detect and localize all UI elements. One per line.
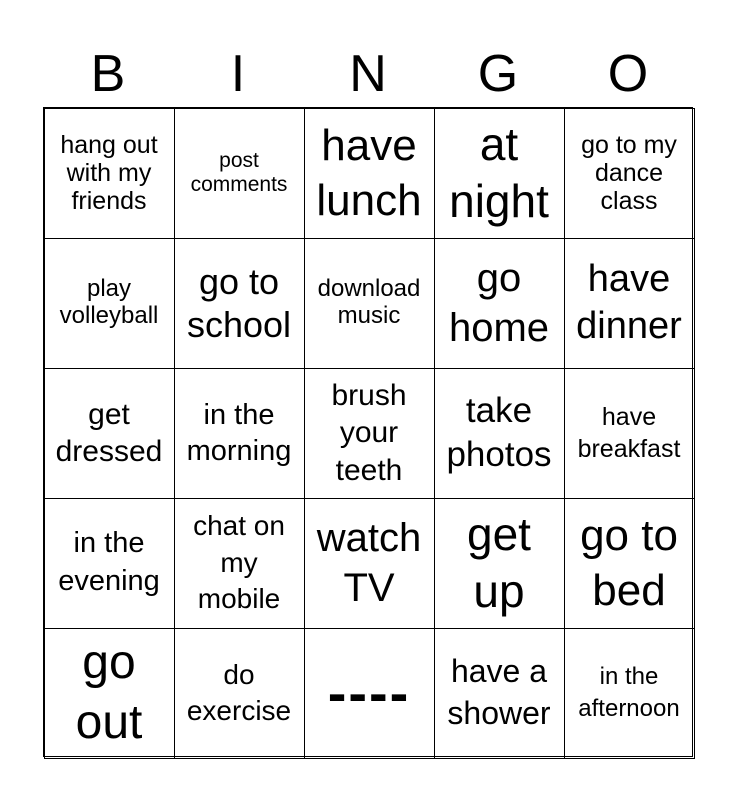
bingo-cell[interactable]: get up: [434, 498, 565, 629]
bingo-cell[interactable]: go to school: [174, 238, 305, 369]
bingo-cell[interactable]: take photos: [434, 368, 565, 499]
bingo-cell[interactable]: hang out with my friends: [44, 108, 175, 239]
bingo-cell[interactable]: go to bed: [564, 498, 695, 629]
header-letter-n: N: [349, 45, 387, 103]
bingo-board: [43, 107, 693, 757]
bingo-cell[interactable]: do exercise: [174, 628, 305, 759]
bingo-cell[interactable]: in the morning: [174, 368, 305, 499]
bingo-cell[interactable]: go out: [44, 628, 175, 759]
bingo-cell[interactable]: watch TV: [304, 498, 435, 629]
bingo-cell[interactable]: go to my dance class: [564, 108, 695, 239]
bingo-cell[interactable]: post comments: [174, 108, 305, 239]
header-letter-o: O: [607, 45, 649, 103]
bingo-cell[interactable]: brush your teeth: [304, 368, 435, 499]
bingo-cell[interactable]: go home: [434, 238, 565, 369]
bingo-cell[interactable]: in the evening: [44, 498, 175, 629]
bingo-cell[interactable]: play volleyball: [44, 238, 175, 369]
bingo-cell[interactable]: at night: [434, 108, 565, 239]
free-space[interactable]: ----: [304, 628, 435, 759]
header-letter-b: B: [90, 45, 126, 103]
bingo-cell[interactable]: have breakfast: [564, 368, 695, 499]
header-letter-i: I: [230, 45, 246, 103]
bingo-cell[interactable]: in the afternoon: [564, 628, 695, 759]
bingo-header: [43, 40, 693, 108]
bingo-cell[interactable]: have a shower: [434, 628, 565, 759]
bingo-cell[interactable]: chat on my mobile: [174, 498, 305, 629]
bingo-cell[interactable]: get dressed: [44, 368, 175, 499]
bingo-cell[interactable]: download music: [304, 238, 435, 369]
header-letter-g: G: [477, 45, 519, 103]
bingo-cell[interactable]: have dinner: [564, 238, 695, 369]
bingo-cell[interactable]: have lunch: [304, 108, 435, 239]
